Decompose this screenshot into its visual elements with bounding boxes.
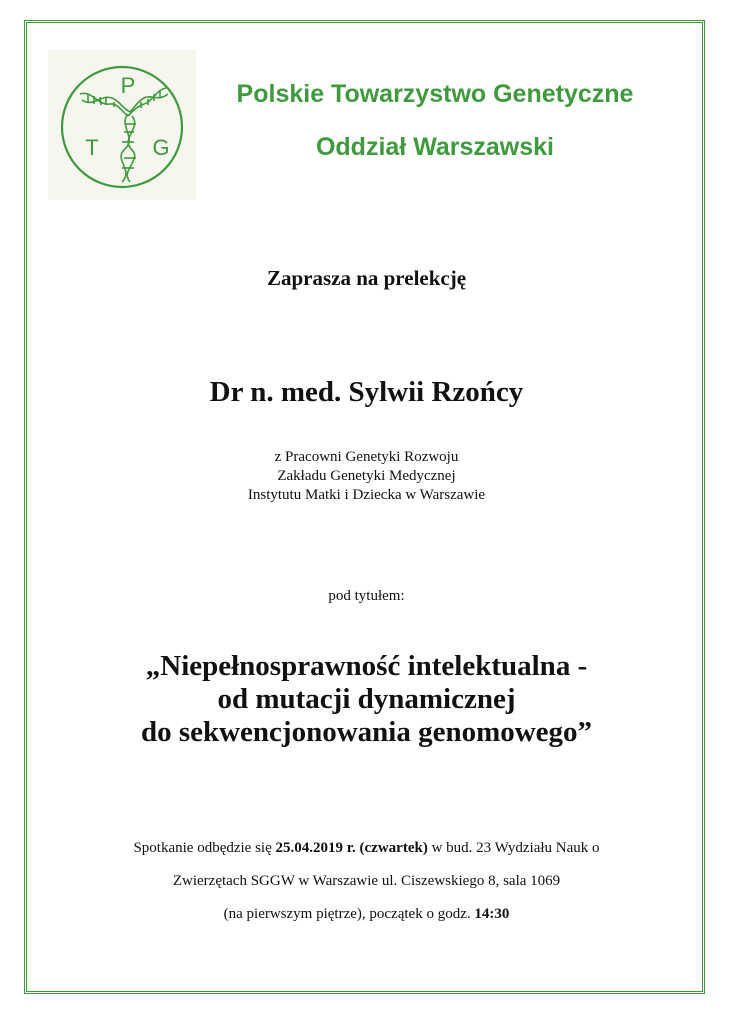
speaker-affiliation <box>40 448 693 505</box>
talk-title-line: do sekwencjonowania genomowego” <box>140 716 593 748</box>
meeting-info <box>40 832 693 931</box>
invite-heading: Zaprasza na prelekcję <box>266 266 467 290</box>
meeting-date: 25.04.2019 r. (czwartek) <box>275 840 428 856</box>
organization-branch: Oddział Warszawski <box>315 133 555 161</box>
meeting-line-2: Zwierzętach SGGW w Warszawie ul. Ciszewskiego 8, sala 1069 <box>172 873 561 889</box>
affiliation-line: Zakładu Genetyki Medycznej <box>277 468 456 484</box>
title-label: pod tytułem: <box>328 588 405 604</box>
logo-letter-p: P <box>120 73 136 98</box>
meeting-line-1 <box>40 832 693 865</box>
affiliation-line: z Pracowni Genetyki Rozwoju <box>274 449 459 465</box>
meeting-time: 14:30 <box>474 906 510 922</box>
meeting-line-3 <box>40 898 693 931</box>
logo-letter-t: T <box>85 135 99 160</box>
organization-name: Polskie Towarzystwo Genetyczne <box>236 80 634 108</box>
ptg-logo <box>48 50 196 200</box>
speaker-name: Dr n. med. Sylwii Rzońcy <box>209 376 524 408</box>
meeting-text: w bud. 23 Wydziału Nauk o <box>427 840 600 856</box>
meeting-text: (na pierwszym piętrze), początek o godz. <box>223 906 475 922</box>
affiliation-line: Instytutu Matki i Dziecka w Warszawie <box>247 487 486 503</box>
meeting-text: Spotkanie odbędzie się <box>133 840 276 856</box>
talk-title-line: „Niepełnosprawność intelektualna - <box>145 650 588 682</box>
talk-title <box>40 650 693 749</box>
talk-title-line: od mutacji dynamicznej <box>217 683 516 715</box>
dna-logo-icon <box>48 50 196 200</box>
logo-letter-g: G <box>152 135 170 160</box>
